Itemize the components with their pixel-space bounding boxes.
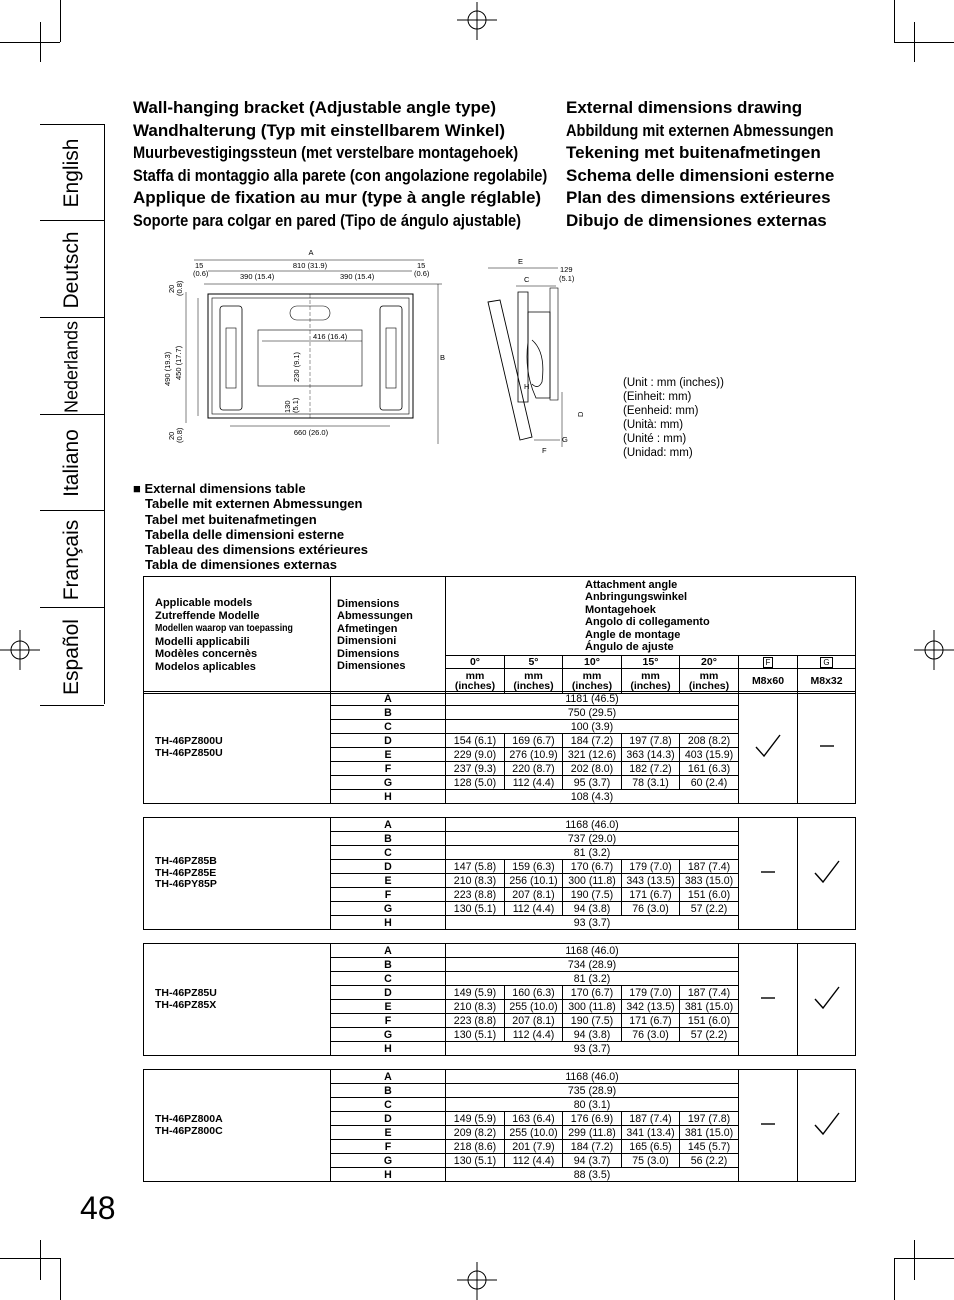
dimension-table [143,691,856,804]
unit-20: mm (inches) [680,669,739,694]
dimension-value: 1181 (46.5) [446,692,739,706]
dimension-value: 383 (15.0) [680,874,739,888]
dimension-value: 145 (5.7) [680,1140,739,1154]
dimension-value: 300 (11.8) [563,1000,622,1014]
title-it: Staffa di montaggio alla parete (con angolazione regolabile) [133,165,548,185]
dimension-value: 321 (12.6) [563,748,622,762]
dimension-value: 76 (3.0) [622,902,680,916]
label-15-left: 15 [195,261,204,270]
dimension-value: 57 (2.2) [680,1028,739,1042]
dimension-value: 130 (5.1) [446,1028,505,1042]
dimension-letter: A [331,1070,446,1084]
dimension-value: 363 (14.3) [622,748,680,762]
dimension-letter: F [331,888,446,902]
label-d: D [576,411,585,417]
label-490: 490 (19.3) [163,351,172,386]
dimension-value: 95 (3.7) [563,776,622,790]
dimension-value: 171 (6.7) [622,888,680,902]
label-e: E [518,257,524,266]
title-de: Wandhalterung (Typ mit einstellbarem Winkel) [133,120,505,140]
dimension-value: 160 (6.3) [505,986,563,1000]
check-icon [753,731,783,761]
dimension-letter: D [331,986,446,1000]
dimension-table [143,1069,856,1182]
dimension-value: 381 (15.0) [680,1126,739,1140]
dimension-value: 147 (5.8) [446,860,505,874]
table-header [143,576,856,694]
dimension-value: 223 (8.8) [446,888,505,902]
registration-mark-bottom [457,1262,497,1300]
dimension-value: 182 (7.2) [622,762,680,776]
dimension-value: 94 (3.8) [563,1028,622,1042]
dimension-letter: G [331,1154,446,1168]
dimension-value: 170 (6.7) [563,860,622,874]
dimension-value: 201 (7.9) [505,1140,563,1154]
drawing-title-nl: Tekening met buitenafmetingen [566,143,821,162]
dimension-letter: B [331,706,446,720]
dimension-value: 56 (2.2) [680,1154,739,1168]
dimension-letter: G [331,776,446,790]
label-20-top: 20 [167,284,176,293]
dimension-value: 210 (8.3) [446,1000,505,1014]
angle-0: 0° [446,656,505,669]
side-view-drawing [480,252,590,457]
dimension-value: 80 (3.1) [446,1098,739,1112]
dimension-value: 403 (15.9) [680,748,739,762]
language-tabs [40,124,105,704]
table-row [144,692,856,706]
angle-15: 15° [622,656,680,669]
dash-icon [812,731,842,761]
label-230: 230 (9.1) [292,351,301,382]
title-es: Soporte para colgar en pared (Tipo de ángulo ajustable) [133,210,522,230]
registration-mark-top [457,2,497,42]
dimension-value: 381 (15.0) [680,1000,739,1014]
dimension-value: 57 (2.2) [680,902,739,916]
drawing-title-it: Schema delle dimensioni esterne [566,165,835,185]
header-models: Applicable models Zutreffende Modelle Modellen waarop van toepassing Modelli applicabili Modèles concernès Modelos aplicables [144,577,331,694]
dimension-value: 1168 (46.0) [446,818,739,832]
label-20-bottom: 20 [167,431,176,440]
dimension-letter: F [331,1140,446,1154]
label-130: 130 [283,400,292,413]
dimension-letter: A [331,692,446,706]
model-names: TH-46PZ800U TH-46PZ850U [144,692,331,804]
dimension-letter: H [331,1168,446,1182]
label-f: F [542,446,547,455]
dash-icon [753,857,783,887]
table-title: ■ External dimensions table Tabelle mit externen Abmessungen Tabel met buitenafmetingen Tabella delle dimensioni esterne Tableau des dimensions extérieures Tabla de dimensiones externas [133,481,369,573]
dimension-value: 112 (4.4) [505,1028,563,1042]
dimension-value: 94 (3.7) [563,1154,622,1168]
label-390-left: 390 (15.4) [240,272,275,281]
dimension-value: 197 (7.8) [680,1112,739,1126]
dimension-value: 176 (6.9) [563,1112,622,1126]
dimension-letter: D [331,860,446,874]
dimension-value: 75 (3.0) [622,1154,680,1168]
dimension-letter: E [331,874,446,888]
label-06-left: (0.6) [193,269,209,278]
header-dimensions: Dimensions Abmessungen Afmetingen Dimensioni Dimensions Dimensiones [331,577,446,694]
label-51: (5.1) [291,397,300,413]
dimension-value: 190 (7.5) [563,1014,622,1028]
dimension-value: 170 (6.7) [563,986,622,1000]
title-en: Wall-hanging bracket (Adjustable angle type) [133,98,497,117]
dimension-letter: H [331,916,446,930]
dimension-value: 154 (6.1) [446,734,505,748]
dimension-value: 93 (3.7) [446,1042,739,1056]
dimension-value: 112 (4.4) [505,1154,563,1168]
units-legend: (Unit : mm (inches)) (Einheit: mm) (Eenheid: mm) (Unità: mm) (Unité : mm) (Unidad: mm) [623,377,724,459]
dimension-value: 208 (8.2) [680,734,739,748]
angle-20: 20° [680,656,739,669]
drawing-title-es: Dibujo de dimensiones externas [566,210,827,230]
angle-5: 5° [505,656,563,669]
m8x32-cell [798,1070,856,1182]
registration-mark-left [0,630,40,670]
dimension-value: 187 (7.4) [680,860,739,874]
dimension-value: 179 (7.0) [622,986,680,1000]
label-810: 810 (31.9) [292,261,328,270]
dimension-value: 100 (3.9) [446,720,739,734]
tab-english[interactable]: English [40,124,104,221]
dimension-value: 341 (13.4) [622,1126,680,1140]
dimension-value: 1168 (46.0) [446,1070,739,1084]
dimension-letter: G [331,1028,446,1042]
dimension-letter: C [331,720,446,734]
dimension-value: 207 (8.1) [505,888,563,902]
dimension-letter: B [331,832,446,846]
label-g: G [562,435,568,444]
drawing-title-fr: Plan des dimensions extérieures [566,188,831,207]
dimension-letter: E [331,1000,446,1014]
dimension-letter: H [331,790,446,804]
dimension-value: 112 (4.4) [505,776,563,790]
table-row [144,818,856,832]
dimension-value: 161 (6.3) [680,762,739,776]
dimension-letter: A [331,818,446,832]
dimension-value: 342 (13.5) [622,1000,680,1014]
dimension-value: 1168 (46.0) [446,944,739,958]
label-450: 450 (17.7) [174,345,183,380]
dimension-letter: C [331,846,446,860]
drawing-title-en: External dimensions drawing [566,98,803,117]
dimension-value: 218 (8.6) [446,1140,505,1154]
table-row [144,1070,856,1084]
dimension-value: 184 (7.2) [563,734,622,748]
dash-icon [753,983,783,1013]
dimension-letter: G [331,902,446,916]
dimension-value: 202 (8.0) [563,762,622,776]
dimension-value: 187 (7.4) [622,1112,680,1126]
dimension-value: 128 (5.0) [446,776,505,790]
label-b: B [440,353,446,362]
dimension-value: 229 (9.0) [446,748,505,762]
check-icon [812,857,842,887]
dimension-value: 171 (6.7) [622,1014,680,1028]
dimension-value: 210 (8.3) [446,874,505,888]
label-08-bottom: (0.8) [175,427,184,443]
label-06-right: (0.6) [414,269,430,278]
dimension-value: 163 (6.4) [505,1112,563,1126]
front-view-drawing [160,248,460,458]
dimension-value: 76 (3.0) [622,1028,680,1042]
dimension-value: 94 (3.8) [563,902,622,916]
table-row [144,944,856,958]
dimension-value: 255 (10.0) [505,1126,563,1140]
dimension-value: 209 (8.2) [446,1126,505,1140]
page-number: 48 [80,1190,116,1226]
dimension-letter: D [331,734,446,748]
dimension-value: 276 (10.9) [505,748,563,762]
dimension-value: 734 (28.9) [446,958,739,972]
label-c: C [524,275,530,284]
dash-icon [753,1109,783,1139]
bolt-m8x32: M8x32 [798,669,856,694]
dimension-letter: C [331,972,446,986]
dimension-value: 130 (5.1) [446,902,505,916]
dimension-value: 197 (7.8) [622,734,680,748]
dimension-value: 737 (29.0) [446,832,739,846]
dimension-value: 184 (7.2) [563,1140,622,1154]
label-660: 660 (26.0) [293,428,329,437]
title-nl: Muurbevestigingssteun (met verstelbare montagehoek) [133,143,519,162]
dimension-value: 223 (8.8) [446,1014,505,1028]
m8x60-cell [739,692,798,804]
title-right [566,97,877,232]
dimension-value: 169 (6.7) [505,734,563,748]
dimension-value: 88 (3.5) [446,1168,739,1182]
dimension-letter: C [331,1098,446,1112]
dimension-value: 130 (5.1) [446,1154,505,1168]
check-icon [812,983,842,1013]
dimension-value: 112 (4.4) [505,902,563,916]
dimension-value: 108 (4.3) [446,790,739,804]
dimension-letter: F [331,762,446,776]
m8x32-cell [798,692,856,804]
model-names: TH-46PZ800A TH-46PZ800C [144,1070,331,1182]
tab-italiano[interactable]: Italiano [40,414,104,511]
dimension-value: 237 (9.3) [446,762,505,776]
title-fr: Applique de fixation au mur (type à angle réglable) [133,188,542,207]
label-51-right: (5.1) [559,274,575,283]
dimension-value: 81 (3.2) [446,972,739,986]
dimension-value: 220 (8.7) [505,762,563,776]
unit-0: mm (inches) [446,669,505,694]
dimension-value: 81 (3.2) [446,846,739,860]
dimension-table [143,817,856,930]
m8x60-cell [739,818,798,930]
m8x60-cell [739,1070,798,1182]
angle-10: 10° [563,656,622,669]
dimension-letter: D [331,1112,446,1126]
dimension-value: 187 (7.4) [680,986,739,1000]
m8x60-cell [739,944,798,1056]
check-icon [812,1109,842,1139]
bolt-m8x60: M8x60 [739,669,798,694]
tab-espanol[interactable]: Español [40,607,104,706]
unit-5: mm (inches) [505,669,563,694]
header-attachment-angle: Attachment angle Anbringungswinkel Montagehoek Angolo di collegamento Angle de montage Ángulo de ajuste [446,577,856,656]
label-08-top: (0.8) [175,280,184,296]
dimension-letter: B [331,1084,446,1098]
dimension-value: 149 (5.9) [446,1112,505,1126]
tab-deutsch[interactable]: Deutsch [40,220,104,318]
dimension-value: 60 (2.4) [680,776,739,790]
dimension-value: 159 (6.3) [505,860,563,874]
dimension-value: 165 (6.5) [622,1140,680,1154]
dimension-table [143,943,856,1056]
registration-mark-right [914,630,954,670]
unit-15: mm (inches) [622,669,680,694]
dimension-value: 179 (7.0) [622,860,680,874]
dimension-value: 190 (7.5) [563,888,622,902]
dimension-letter: H [331,1042,446,1056]
dimension-value: 207 (8.1) [505,1014,563,1028]
tab-francais[interactable]: Français [40,510,104,608]
label-416: 416 (16.4) [313,332,348,341]
model-names: TH-46PZ85U TH-46PZ85X [144,944,331,1056]
dimension-value: 151 (6.0) [680,1014,739,1028]
dimension-value: 735 (28.9) [446,1084,739,1098]
tab-nederlands[interactable]: Nederlands [40,317,104,415]
label-h: H [524,382,530,391]
dimension-value: 149 (5.9) [446,986,505,1000]
dimension-value: 300 (11.8) [563,874,622,888]
dimension-value: 343 (13.5) [622,874,680,888]
dimension-letter: E [331,748,446,762]
dimension-value: 151 (6.0) [680,888,739,902]
label-a: A [308,248,314,257]
bolt-f-icon: F [739,656,798,669]
dimension-value: 78 (3.1) [622,776,680,790]
title-left [133,97,615,232]
model-names: TH-46PZ85B TH-46PZ85E TH-46PY85P [144,818,331,930]
dimension-value: 750 (29.5) [446,706,739,720]
dimension-value: 256 (10.1) [505,874,563,888]
unit-10: mm (inches) [563,669,622,694]
dimension-letter: A [331,944,446,958]
m8x32-cell [798,944,856,1056]
label-15-right: 15 [417,261,426,270]
dimension-value: 93 (3.7) [446,916,739,930]
drawing-title-de: Abbildung mit externen Abmessungen [566,120,834,140]
dimension-letter: F [331,1014,446,1028]
dimension-value: 255 (10.0) [505,1000,563,1014]
dimension-value: 299 (11.8) [563,1126,622,1140]
label-390-right: 390 (15.4) [340,272,375,281]
bolt-g-icon: G [798,656,856,669]
dimension-letter: E [331,1126,446,1140]
label-129: 129 [560,265,573,274]
dimension-letter: B [331,958,446,972]
m8x32-cell [798,818,856,930]
